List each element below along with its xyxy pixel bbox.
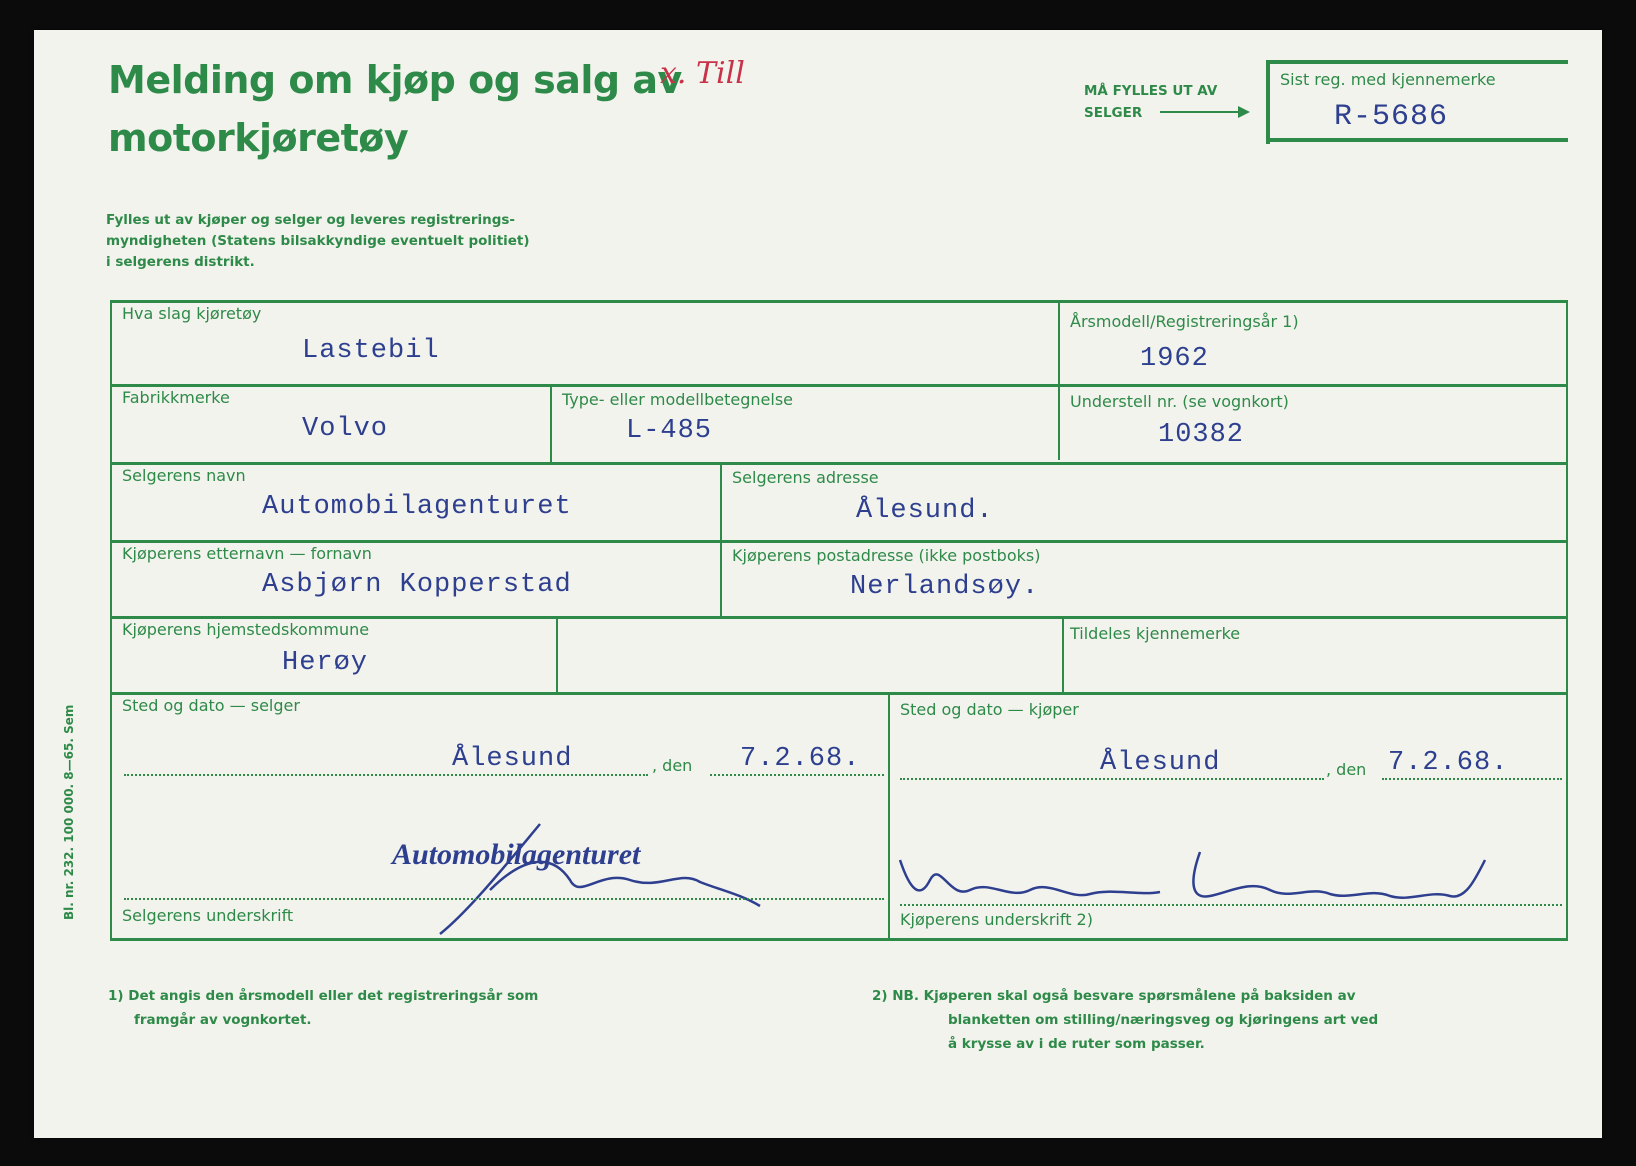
buyer-signature-dotted-line[interactable]	[900, 904, 1562, 906]
new-plate-label: Tildeles kjennemerke	[1070, 624, 1241, 643]
seller-signature-dotted-line[interactable]	[124, 898, 884, 900]
grid-vline-4	[556, 616, 558, 692]
grid-vline-2	[550, 384, 552, 462]
seller-date-dotted-line	[710, 774, 884, 776]
grid-line-bottom	[110, 938, 1568, 941]
arrow-right-icon	[1160, 104, 1250, 120]
seller-place-dotted-line	[124, 774, 648, 776]
footnote-2-line3: å krysse av i de ruter som passer.	[948, 1036, 1205, 1052]
registration-box-label: Sist reg. med kjennemerke	[1280, 70, 1496, 89]
seller-address-field[interactable]: Ålesund.	[856, 496, 994, 526]
chassis-label: Understell nr. (se vognkort)	[1070, 392, 1289, 411]
footnote-2-line2: blanketten om stilling/næringsveg og kjøringens art ved	[948, 1012, 1379, 1028]
buyer-date-field[interactable]: 7.2.68.	[1388, 748, 1509, 778]
buyer-place-field[interactable]: Ålesund	[1100, 748, 1221, 778]
buyer-date-dotted-line	[1382, 778, 1562, 780]
make-field[interactable]: Volvo	[302, 414, 389, 444]
buyer-name-field[interactable]: Asbjørn Kopperstad	[262, 570, 572, 600]
grid-line-row4	[110, 616, 1568, 619]
seller-address-label: Selgerens adresse	[732, 468, 879, 487]
seller-place-date-label: Sted og dato — selger	[122, 696, 300, 715]
model-field[interactable]: L-485	[626, 416, 713, 446]
footnote-1-line2: framgår av vognkortet.	[134, 1012, 312, 1028]
grid-line-top	[110, 300, 1568, 303]
buyer-name-label: Kjøperens etternavn — fornavn	[122, 544, 372, 563]
instructions-line2: myndigheten (Statens bilsakkyndige eventuelt politiet)	[106, 233, 530, 249]
seller-company-stamp: Automobilagenturet	[392, 838, 641, 871]
make-label: Fabrikkmerke	[122, 388, 230, 407]
form-title-line1: Melding om kjøp og salg av	[108, 58, 682, 102]
model-label: Type- eller modellbetegnelse	[562, 390, 793, 409]
vehicle-type-label: Hva slag kjøretøy	[122, 304, 262, 323]
seller-signature-label: Selgerens underskrift	[122, 906, 294, 925]
grid-line-row1	[110, 384, 1568, 387]
seller-name-label: Selgerens navn	[122, 466, 246, 485]
seller-place-field[interactable]: Ålesund	[452, 744, 573, 774]
registration-box-value[interactable]: R-5686	[1334, 100, 1449, 134]
grid-line-right	[1566, 300, 1568, 940]
model-year-field[interactable]: 1962	[1140, 344, 1209, 374]
form-title-line2: motorkjøretøy	[108, 116, 409, 160]
buyer-den-label: , den	[1326, 760, 1367, 779]
vehicle-type-field[interactable]: Lastebil	[302, 336, 440, 366]
grid-vline-5	[1062, 616, 1064, 692]
instructions-line1: Fylles ut av kjøper og selger og leveres registrerings-	[106, 212, 516, 228]
footnote-2-line1: 2) NB. Kjøperen skal også besvare spørsmålene på baksiden av	[872, 988, 1356, 1004]
buyer-signature-label: Kjøperens underskrift 2)	[900, 910, 1093, 929]
seller-name-field[interactable]: Automobilagenturet	[262, 492, 572, 522]
grid-vline-1	[1058, 300, 1060, 460]
instructions	[106, 210, 530, 273]
model-year-label: Årsmodell/Registreringsår 1)	[1070, 312, 1299, 331]
footnote-2	[872, 984, 1378, 1056]
grid-line-row3	[110, 540, 1568, 543]
buyer-place-dotted-line	[900, 778, 1324, 780]
handwritten-note: x. Till	[660, 56, 745, 91]
buyer-municipality-label: Kjøperens hjemstedskommune	[122, 620, 370, 639]
footnote-1-line1: 1) Det angis den årsmodell eller det registreringsår som	[108, 988, 539, 1004]
seller-date-field[interactable]: 7.2.68.	[740, 744, 861, 774]
chassis-field[interactable]: 10382	[1158, 420, 1245, 450]
seller-den-label: , den	[652, 756, 693, 775]
footnote-1	[108, 984, 538, 1032]
grid-line-row2	[110, 462, 1568, 465]
buyer-municipality-field[interactable]: Herøy	[282, 648, 369, 678]
grid-line-left	[110, 300, 112, 940]
grid-line-row5	[110, 692, 1568, 695]
seller-fill-line1: MÅ FYLLES UT AV	[1084, 83, 1218, 99]
registration-box-bottom	[1266, 138, 1568, 142]
seller-fill-line2: SELGER	[1084, 105, 1143, 121]
buyer-signature-scribble	[890, 840, 1510, 920]
side-print-text: Bl. nr. 232. 100 000. 8—65. Sem	[62, 704, 76, 920]
seller-signature-scribble	[430, 820, 770, 940]
buyer-place-date-label: Sted og dato — kjøper	[900, 700, 1079, 719]
grid-vline-3	[720, 462, 722, 616]
buyer-address-field[interactable]: Nerlandsøy.	[850, 572, 1040, 602]
instructions-line3: i selgerens distrikt.	[106, 254, 255, 270]
buyer-address-label: Kjøperens postadresse (ikke postboks)	[732, 546, 1041, 565]
